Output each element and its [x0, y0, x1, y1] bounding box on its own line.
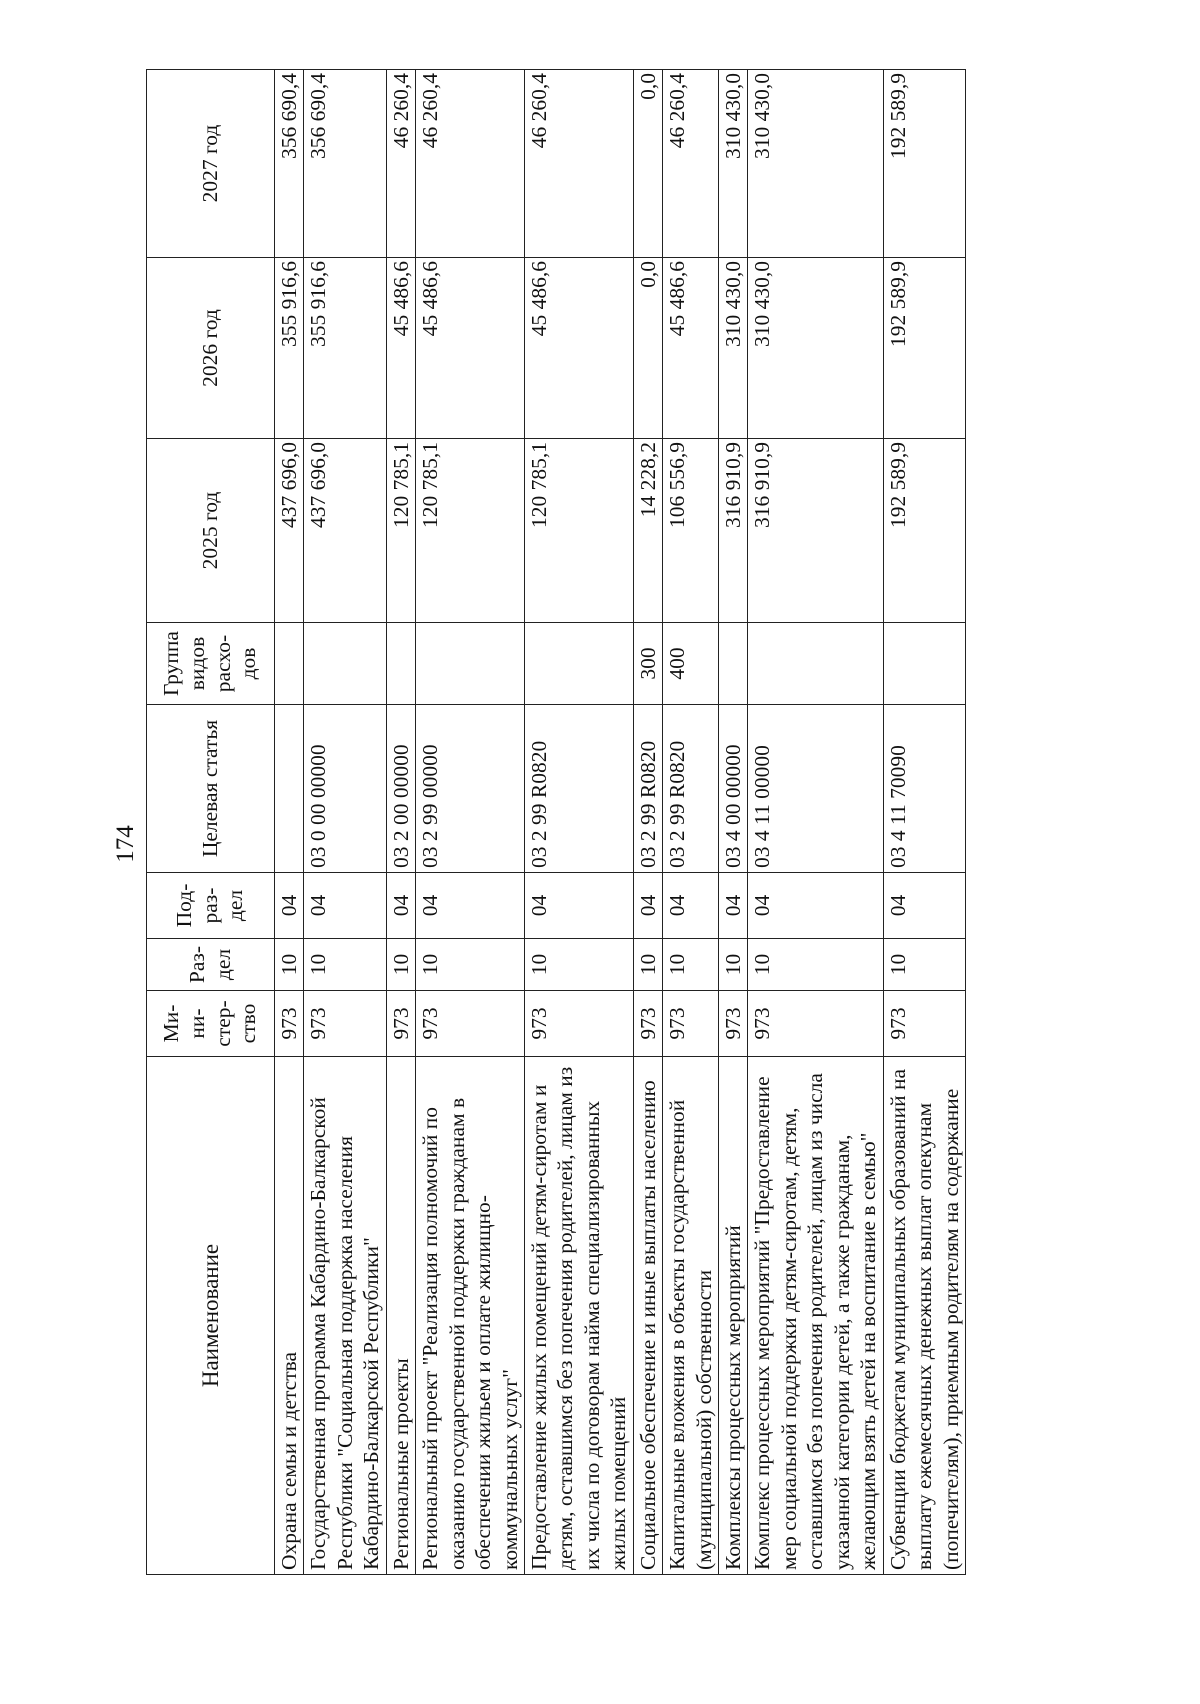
row-section: 10	[633, 939, 662, 991]
header-row	[147, 70, 275, 1575]
row-2026: 0,0	[633, 258, 662, 439]
row-target: 03 2 99 R0820	[524, 705, 633, 873]
row-2027: 46 260,4	[524, 70, 633, 258]
row-name: Региональные проекты	[386, 1057, 415, 1575]
row-target: 03 2 00 00000	[386, 705, 415, 873]
row-2026: 310 430,0	[748, 258, 883, 439]
row-2027: 46 260,4	[386, 70, 415, 258]
row-name: Охрана семьи и детства	[275, 1057, 304, 1575]
row-subsection: 04	[748, 873, 883, 939]
row-subsection: 04	[304, 873, 386, 939]
row-name: Социальное обеспечение и иные выплаты населению	[633, 1057, 662, 1575]
table-row	[275, 70, 304, 1575]
row-target: 03 2 99 00000	[416, 705, 525, 873]
row-2025: 316 910,9	[748, 439, 883, 623]
row-2027: 0,0	[633, 70, 662, 258]
row-2027: 46 260,4	[416, 70, 525, 258]
row-ministry: 973	[386, 991, 415, 1057]
page-number: 174	[112, 825, 139, 863]
row-expense-group	[719, 623, 748, 705]
row-2027: 356 690,4	[275, 70, 304, 258]
row-2026: 310 430,0	[719, 258, 748, 439]
table-row	[386, 70, 415, 1575]
row-2027: 46 260,4	[663, 70, 719, 258]
header-2027: 2027 год	[147, 70, 275, 258]
row-2027: 356 690,4	[304, 70, 386, 258]
row-target: 03 2 99 R0820	[633, 705, 662, 873]
row-expense-group	[304, 623, 386, 705]
row-ministry: 973	[663, 991, 719, 1057]
row-name: Предоставление жилых помещений детям-сиротам и детям, оставшимся без попечения родителей, лицам из их числа по договорам найма специализированных жилых помещений	[524, 1057, 633, 1575]
row-ministry: 973	[275, 991, 304, 1057]
row-section: 10	[386, 939, 415, 991]
table-row	[663, 70, 719, 1575]
row-section: 10	[275, 939, 304, 991]
table-row	[883, 70, 965, 1575]
table-row	[416, 70, 525, 1575]
row-2025: 437 696,0	[304, 439, 386, 623]
row-2025: 120 785,1	[416, 439, 525, 623]
row-target: 03 4 11 00000	[748, 705, 883, 873]
header-subsection: Под-раз-дел	[147, 873, 275, 939]
budget-table-container	[146, 70, 1042, 1575]
row-subsection: 04	[883, 873, 965, 939]
row-target	[275, 705, 304, 873]
row-ministry: 973	[719, 991, 748, 1057]
row-name: Комплексы процессных мероприятий	[719, 1057, 748, 1575]
row-ministry: 973	[748, 991, 883, 1057]
table-row	[633, 70, 662, 1575]
row-2026: 45 486,6	[386, 258, 415, 439]
row-subsection: 04	[524, 873, 633, 939]
row-expense-group	[524, 623, 633, 705]
table-row	[719, 70, 748, 1575]
row-target: 03 2 99 R0820	[663, 705, 719, 873]
row-expense-group	[748, 623, 883, 705]
row-target: 03 4 11 70090	[883, 705, 965, 873]
budget-table	[146, 69, 966, 1575]
row-target: 03 0 00 00000	[304, 705, 386, 873]
row-2025: 120 785,1	[524, 439, 633, 623]
row-2026: 192 589,9	[883, 258, 965, 439]
row-2025: 14 228,2	[633, 439, 662, 623]
row-expense-group	[416, 623, 525, 705]
row-section: 10	[524, 939, 633, 991]
table-body	[275, 70, 966, 1575]
table-row	[524, 70, 633, 1575]
row-section: 10	[663, 939, 719, 991]
row-2027: 192 589,9	[883, 70, 965, 258]
header-name: Наименование	[147, 1057, 275, 1575]
header-target: Целевая статья	[147, 705, 275, 873]
row-section: 10	[416, 939, 525, 991]
row-section: 10	[748, 939, 883, 991]
row-2026: 45 486,6	[524, 258, 633, 439]
row-expense-group	[275, 623, 304, 705]
row-ministry: 973	[416, 991, 525, 1057]
row-subsection: 04	[663, 873, 719, 939]
row-name: Комплекс процессных мероприятий "Предоставление мер социальной поддержки детям-сиротам, детям, оставшимся без попечения родителей, лицам из числа указанной категории детей, а также гражданам, желающим взять детей на воспитание в семью"	[748, 1057, 883, 1575]
row-2025: 192 589,9	[883, 439, 965, 623]
row-subsection: 04	[719, 873, 748, 939]
row-name: Региональный проект "Реализация полномочий по оказанию государственной поддержки гражданам в обеспечении жильем и оплате жилищно-коммунальных услуг"	[416, 1057, 525, 1575]
row-2027: 310 430,0	[719, 70, 748, 258]
header-2025: 2025 год	[147, 439, 275, 623]
row-2025: 120 785,1	[386, 439, 415, 623]
header-ministry: Ми-ни-стер-ство	[147, 991, 275, 1057]
row-section: 10	[304, 939, 386, 991]
row-expense-group	[883, 623, 965, 705]
row-ministry: 973	[304, 991, 386, 1057]
header-section: Раз-дел	[147, 939, 275, 991]
row-expense-group	[386, 623, 415, 705]
row-expense-group: 300	[633, 623, 662, 705]
row-expense-group: 400	[663, 623, 719, 705]
row-name: Капитальные вложения в объекты государственной (муниципальной) собственности	[663, 1057, 719, 1575]
row-name: Субвенции бюджетам муниципальных образований на выплату ежемесячных денежных выплат опекунам (попечителям), приемным родителям на содержание	[883, 1057, 965, 1575]
row-section: 10	[719, 939, 748, 991]
row-2027: 310 430,0	[748, 70, 883, 258]
row-2026: 45 486,6	[663, 258, 719, 439]
row-2025: 437 696,0	[275, 439, 304, 623]
row-subsection: 04	[633, 873, 662, 939]
row-subsection: 04	[386, 873, 415, 939]
row-name: Государственная программа Кабардино-Балкарской Республики "Социальная поддержка населения Кабардино-Балкарской Республики"	[304, 1057, 386, 1575]
row-subsection: 04	[275, 873, 304, 939]
row-2026: 355 916,6	[275, 258, 304, 439]
row-2025: 316 910,9	[719, 439, 748, 623]
header-2026: 2026 год	[147, 258, 275, 439]
table-row	[748, 70, 883, 1575]
table-row	[304, 70, 386, 1575]
row-ministry: 973	[524, 991, 633, 1057]
row-2026: 355 916,6	[304, 258, 386, 439]
row-target: 03 4 00 00000	[719, 705, 748, 873]
row-section: 10	[883, 939, 965, 991]
row-ministry: 973	[883, 991, 965, 1057]
header-expense-group: Группа видов расхо-дов	[147, 623, 275, 705]
row-2026: 45 486,6	[416, 258, 525, 439]
row-2025: 106 556,9	[663, 439, 719, 623]
row-subsection: 04	[416, 873, 525, 939]
row-ministry: 973	[633, 991, 662, 1057]
